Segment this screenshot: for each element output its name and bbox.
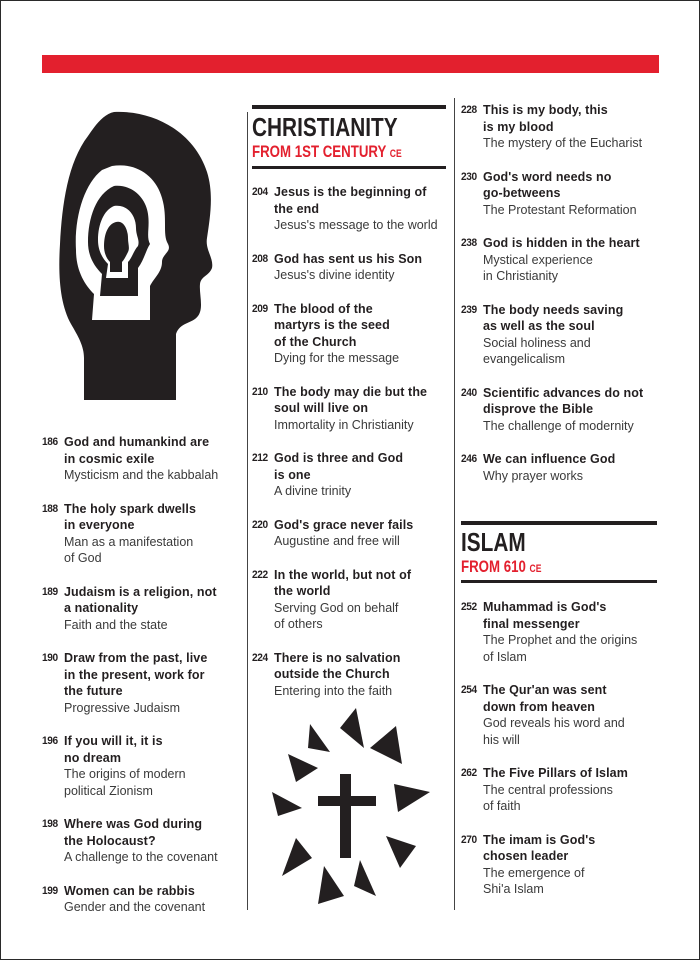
islam-date bbox=[461, 557, 541, 579]
christianity-date-text: FROM 1ST CENTURY bbox=[252, 142, 387, 161]
entry-text bbox=[483, 102, 661, 152]
entry-title-line: God and humankind are bbox=[64, 435, 210, 449]
entry-text bbox=[64, 883, 242, 916]
page-number: 212 bbox=[252, 452, 268, 464]
page-number: 188 bbox=[42, 502, 58, 515]
page-number: 210 bbox=[252, 385, 268, 398]
entry-subtitle-line: Jesus's message to the world bbox=[274, 218, 438, 232]
entry-title-line: of the Church bbox=[274, 334, 357, 349]
toc-entry[interactable] bbox=[42, 501, 242, 567]
entry-title-line: Scientific advances do not bbox=[483, 385, 644, 400]
page-number: 262 bbox=[461, 767, 477, 779]
entry-title-line: The blood of the bbox=[274, 301, 373, 316]
islam-date-text: FROM 610 bbox=[461, 557, 526, 576]
christianity-bottom-rule bbox=[252, 166, 446, 169]
entry-title-line: disprove the Bible bbox=[483, 402, 594, 416]
entry-title-line: soul will live on bbox=[274, 401, 369, 415]
entry-text bbox=[483, 682, 661, 748]
page-number: 209 bbox=[252, 302, 268, 315]
entry-title-line: God's word needs no bbox=[483, 169, 612, 184]
entry-title-line: Draw from the past, live bbox=[64, 651, 208, 665]
entry-subtitle-line: Social holiness and bbox=[483, 335, 591, 350]
toc-entry[interactable] bbox=[42, 584, 242, 634]
islam-heading: ISLAM bbox=[461, 527, 526, 557]
page-number: 198 bbox=[42, 818, 58, 830]
islam-date-suffix: CE bbox=[529, 563, 542, 575]
toc-entry[interactable] bbox=[461, 682, 661, 748]
entry-text bbox=[274, 567, 448, 633]
entry-subtitle-line: in Christianity bbox=[483, 269, 559, 283]
page-number: 254 bbox=[461, 684, 477, 696]
entry-title-line: The holy spark dwells bbox=[64, 501, 197, 516]
entry-text bbox=[483, 599, 661, 665]
entry-title-line: the future bbox=[64, 684, 123, 698]
page-number: 189 bbox=[42, 585, 58, 598]
page-number: 224 bbox=[252, 651, 268, 664]
entry-subtitle-line: Gender and the covenant bbox=[64, 900, 206, 914]
entry-title-line: the Holocaust? bbox=[64, 833, 156, 848]
entry-title-line: no dream bbox=[64, 750, 122, 765]
entry-text bbox=[64, 584, 242, 634]
entry-subtitle-line: Mystical experience bbox=[483, 252, 593, 267]
entry-subtitle-line: of faith bbox=[483, 799, 521, 813]
entry-title-line: in cosmic exile bbox=[64, 451, 155, 466]
entry-text bbox=[274, 251, 448, 284]
toc-entry[interactable] bbox=[461, 169, 661, 219]
entry-text bbox=[64, 733, 242, 799]
entry-subtitle-line: A divine trinity bbox=[274, 484, 352, 498]
column-divider-left bbox=[247, 112, 248, 910]
entry-text bbox=[483, 832, 661, 898]
entry-title-line: the end bbox=[274, 201, 320, 216]
toc-entry[interactable] bbox=[252, 301, 448, 367]
islam-bottom-rule bbox=[461, 580, 657, 583]
page-number: 240 bbox=[461, 386, 477, 399]
entry-subtitle-line: The challenge of modernity bbox=[483, 418, 634, 433]
entry-subtitle-line: evangelicalism bbox=[483, 352, 565, 366]
entry-text bbox=[64, 650, 242, 716]
toc-entry[interactable] bbox=[252, 251, 448, 284]
entry-subtitle-line: Faith and the state bbox=[64, 617, 168, 632]
toc-entry[interactable] bbox=[252, 184, 448, 234]
entry-title-line: God is hidden in the heart bbox=[483, 236, 640, 250]
islam-top-rule bbox=[461, 521, 657, 525]
entry-text bbox=[274, 184, 448, 234]
entry-text bbox=[64, 501, 242, 567]
toc-entry[interactable] bbox=[42, 733, 242, 799]
entry-title-line: The imam is God's bbox=[483, 832, 596, 847]
entry-title-line: Where was God during bbox=[64, 817, 203, 831]
entry-subtitle-line: Augustine and free will bbox=[274, 534, 400, 548]
toc-entry[interactable] bbox=[461, 385, 661, 435]
entry-subtitle-line: of Islam bbox=[483, 649, 527, 664]
page-number: 222 bbox=[252, 568, 268, 581]
entry-title-line: God has sent us his Son bbox=[274, 251, 423, 266]
entry-title-line: martyrs is the seed bbox=[274, 318, 390, 332]
entry-title-line: chosen leader bbox=[483, 849, 569, 863]
entry-subtitle-line: Jesus's divine identity bbox=[274, 268, 395, 282]
entry-subtitle-line: The Protestant Reformation bbox=[483, 202, 637, 217]
toc-entry[interactable] bbox=[252, 450, 448, 500]
entry-subtitle-line: The mystery of the Eucharist bbox=[483, 136, 643, 150]
entry-title-line: in the present, work for bbox=[64, 667, 205, 682]
entry-subtitle-line: his will bbox=[483, 732, 520, 747]
entry-title-line: This is my body, this bbox=[483, 103, 608, 117]
entry-subtitle-line: Progressive Judaism bbox=[64, 700, 181, 715]
entry-title-line: a nationality bbox=[64, 601, 139, 615]
page-number: 246 bbox=[461, 453, 477, 465]
entry-text bbox=[483, 451, 661, 484]
toc-entry[interactable] bbox=[252, 384, 448, 434]
toc-entry[interactable] bbox=[252, 517, 448, 550]
page-number: 239 bbox=[461, 303, 477, 316]
toc-entry[interactable] bbox=[42, 650, 242, 716]
entry-subtitle-line: The origins of modern bbox=[64, 767, 186, 781]
head-silhouette-illustration bbox=[58, 110, 216, 400]
entry-title-line: is one bbox=[274, 467, 311, 482]
toc-entry[interactable] bbox=[42, 434, 242, 484]
entry-subtitle-line: political Zionism bbox=[64, 783, 153, 798]
entry-subtitle-line: The emergence of bbox=[483, 865, 585, 880]
entry-text bbox=[274, 517, 448, 550]
entry-title-line: Judaism is a religion, not bbox=[64, 584, 217, 599]
entry-text bbox=[483, 235, 661, 285]
entry-text bbox=[483, 302, 661, 368]
page-number: 204 bbox=[252, 186, 268, 198]
toc-entry[interactable] bbox=[252, 650, 448, 700]
entry-title-line: There is no salvation bbox=[274, 650, 401, 665]
page-number: 228 bbox=[461, 104, 477, 116]
entry-title-line: as well as the soul bbox=[483, 319, 595, 333]
page-number: 270 bbox=[461, 833, 477, 846]
toc-entry[interactable] bbox=[461, 451, 661, 484]
entry-title-line: The body may die but the bbox=[274, 384, 428, 399]
christianity-heading: CHRISTIANITY bbox=[252, 112, 398, 142]
entry-subtitle-line: Immortality in Christianity bbox=[274, 417, 414, 432]
toc-entry[interactable] bbox=[42, 883, 242, 916]
entry-subtitle-line: God reveals his word and bbox=[483, 716, 625, 730]
entry-text bbox=[483, 385, 661, 435]
toc-entry[interactable] bbox=[461, 832, 661, 898]
entry-title-line: is my blood bbox=[483, 119, 554, 134]
entry-subtitle-line: Entering into the faith bbox=[274, 683, 393, 698]
entry-subtitle-line: A challenge to the covenant bbox=[64, 850, 218, 864]
toc-entry[interactable] bbox=[42, 816, 242, 866]
toc-entry[interactable] bbox=[461, 102, 661, 152]
toc-entry[interactable] bbox=[461, 235, 661, 285]
entry-title-line: outside the Church bbox=[274, 667, 390, 681]
entry-text bbox=[64, 816, 242, 866]
entry-text bbox=[274, 450, 448, 500]
page-number: 196 bbox=[42, 735, 58, 747]
christianity-top-rule bbox=[252, 105, 446, 109]
entry-subtitle-line: Man as a manifestation bbox=[64, 534, 194, 549]
toc-entry[interactable] bbox=[461, 302, 661, 368]
page-number: 252 bbox=[461, 601, 477, 613]
entry-subtitle-line: Mysticism and the kabbalah bbox=[64, 468, 219, 482]
page-number: 186 bbox=[42, 436, 58, 448]
entry-title-line: the world bbox=[274, 584, 331, 598]
page-number: 190 bbox=[42, 652, 58, 664]
entry-title-line: Muhammad is God's bbox=[483, 600, 607, 614]
entry-text bbox=[274, 384, 448, 434]
entry-title-line: God's grace never fails bbox=[274, 517, 414, 532]
toc-entry[interactable] bbox=[461, 599, 661, 665]
entry-subtitle-line: Why prayer works bbox=[483, 468, 584, 483]
entry-text bbox=[274, 650, 448, 700]
entry-title-line: in everyone bbox=[64, 518, 135, 532]
entry-subtitle-line: of God bbox=[64, 551, 102, 565]
page-number: 238 bbox=[461, 237, 477, 249]
header-red-bar bbox=[42, 55, 659, 73]
christianity-date-suffix: CE bbox=[389, 148, 402, 160]
entry-subtitle-line: of others bbox=[274, 617, 323, 631]
entry-title-line: Jesus is the beginning of bbox=[274, 185, 427, 199]
page-number: 199 bbox=[42, 884, 58, 897]
page-number: 208 bbox=[252, 252, 268, 265]
entry-title-line: go-betweens bbox=[483, 186, 561, 200]
entry-subtitle-line: Serving God on behalf bbox=[274, 600, 399, 615]
entry-title-line: We can influence God bbox=[483, 452, 616, 466]
entry-subtitle-line: The Prophet and the origins bbox=[483, 633, 638, 647]
entry-text bbox=[274, 301, 448, 367]
entry-title-line: final messenger bbox=[483, 616, 580, 631]
entry-title-line: The body needs saving bbox=[483, 302, 624, 317]
entry-text bbox=[64, 434, 242, 484]
entry-title-line: down from heaven bbox=[483, 699, 596, 714]
entry-text bbox=[483, 765, 661, 815]
entry-subtitle-line: Dying for the message bbox=[274, 351, 400, 365]
cross-and-thorns-illustration bbox=[258, 700, 438, 925]
entry-title-line: If you will it, it is bbox=[64, 734, 163, 748]
page-number: 230 bbox=[461, 170, 477, 183]
entry-title-line: The Five Pillars of Islam bbox=[483, 766, 628, 780]
entry-title-line: Women can be rabbis bbox=[64, 883, 195, 898]
entry-subtitle-line: Shi'a Islam bbox=[483, 882, 544, 896]
entry-text bbox=[483, 169, 661, 219]
entry-subtitle-line: The central professions bbox=[483, 782, 613, 797]
entry-title-line: In the world, but not of bbox=[274, 567, 412, 582]
christianity-date bbox=[252, 142, 402, 164]
toc-entry[interactable] bbox=[252, 567, 448, 633]
page-number: 220 bbox=[252, 518, 268, 531]
toc-entry[interactable] bbox=[461, 765, 661, 815]
entry-title-line: The Qur'an was sent bbox=[483, 683, 607, 697]
column-divider-right bbox=[454, 98, 455, 910]
entry-title-line: God is three and God bbox=[274, 451, 404, 465]
